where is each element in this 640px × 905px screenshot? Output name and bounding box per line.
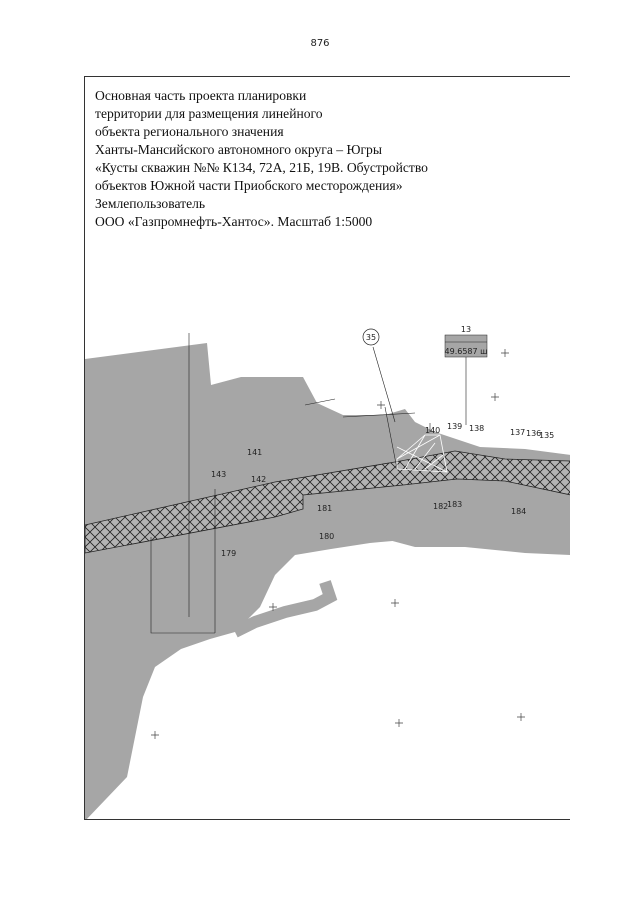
point-label: 181 xyxy=(317,504,333,513)
point-label: 180 xyxy=(319,532,335,541)
map-drawing xyxy=(85,77,570,820)
point-label: 143 xyxy=(211,470,227,479)
point-label: 135 xyxy=(539,431,555,440)
title-line: объекта регионального значения xyxy=(95,124,284,139)
title-line: территории для размещения линейного xyxy=(95,106,323,121)
point-label: 141 xyxy=(247,448,263,457)
callout-box-area-label: 49.6587 ш xyxy=(444,347,488,356)
point-label: 179 xyxy=(221,549,237,558)
title-line: Землепользователь xyxy=(95,196,206,211)
title-line: «Кусты скважин №№ К134, 72А, 21Б, 19В. Обустройство xyxy=(95,160,428,175)
title-line: Основная часть проекта планировки xyxy=(95,88,307,103)
title-line: ООО «Газпромнефть-Хантос». Масштаб 1:5000 xyxy=(95,214,373,229)
territory-zone xyxy=(365,489,570,555)
callout-box-top-label: 13 xyxy=(460,325,472,334)
callout-circle-label: 35 xyxy=(365,333,377,342)
callout-leader xyxy=(373,347,395,422)
map-frame xyxy=(84,76,570,820)
title-line: Ханты-Мансийского автономного округа – Югры xyxy=(95,142,382,157)
point-label: 137 xyxy=(510,428,526,437)
point-label: 136 xyxy=(526,429,542,438)
point-label: 142 xyxy=(251,475,267,484)
point-label: 184 xyxy=(511,507,527,516)
point-label: 182 xyxy=(433,502,449,511)
page-number: 876 xyxy=(310,38,330,49)
title-line: объектов Южной части Приобского месторождения» xyxy=(95,178,403,193)
point-label: 138 xyxy=(469,424,485,433)
point-label: 139 xyxy=(447,422,463,431)
point-label: 140 xyxy=(425,426,441,435)
point-label: 183 xyxy=(447,500,463,509)
